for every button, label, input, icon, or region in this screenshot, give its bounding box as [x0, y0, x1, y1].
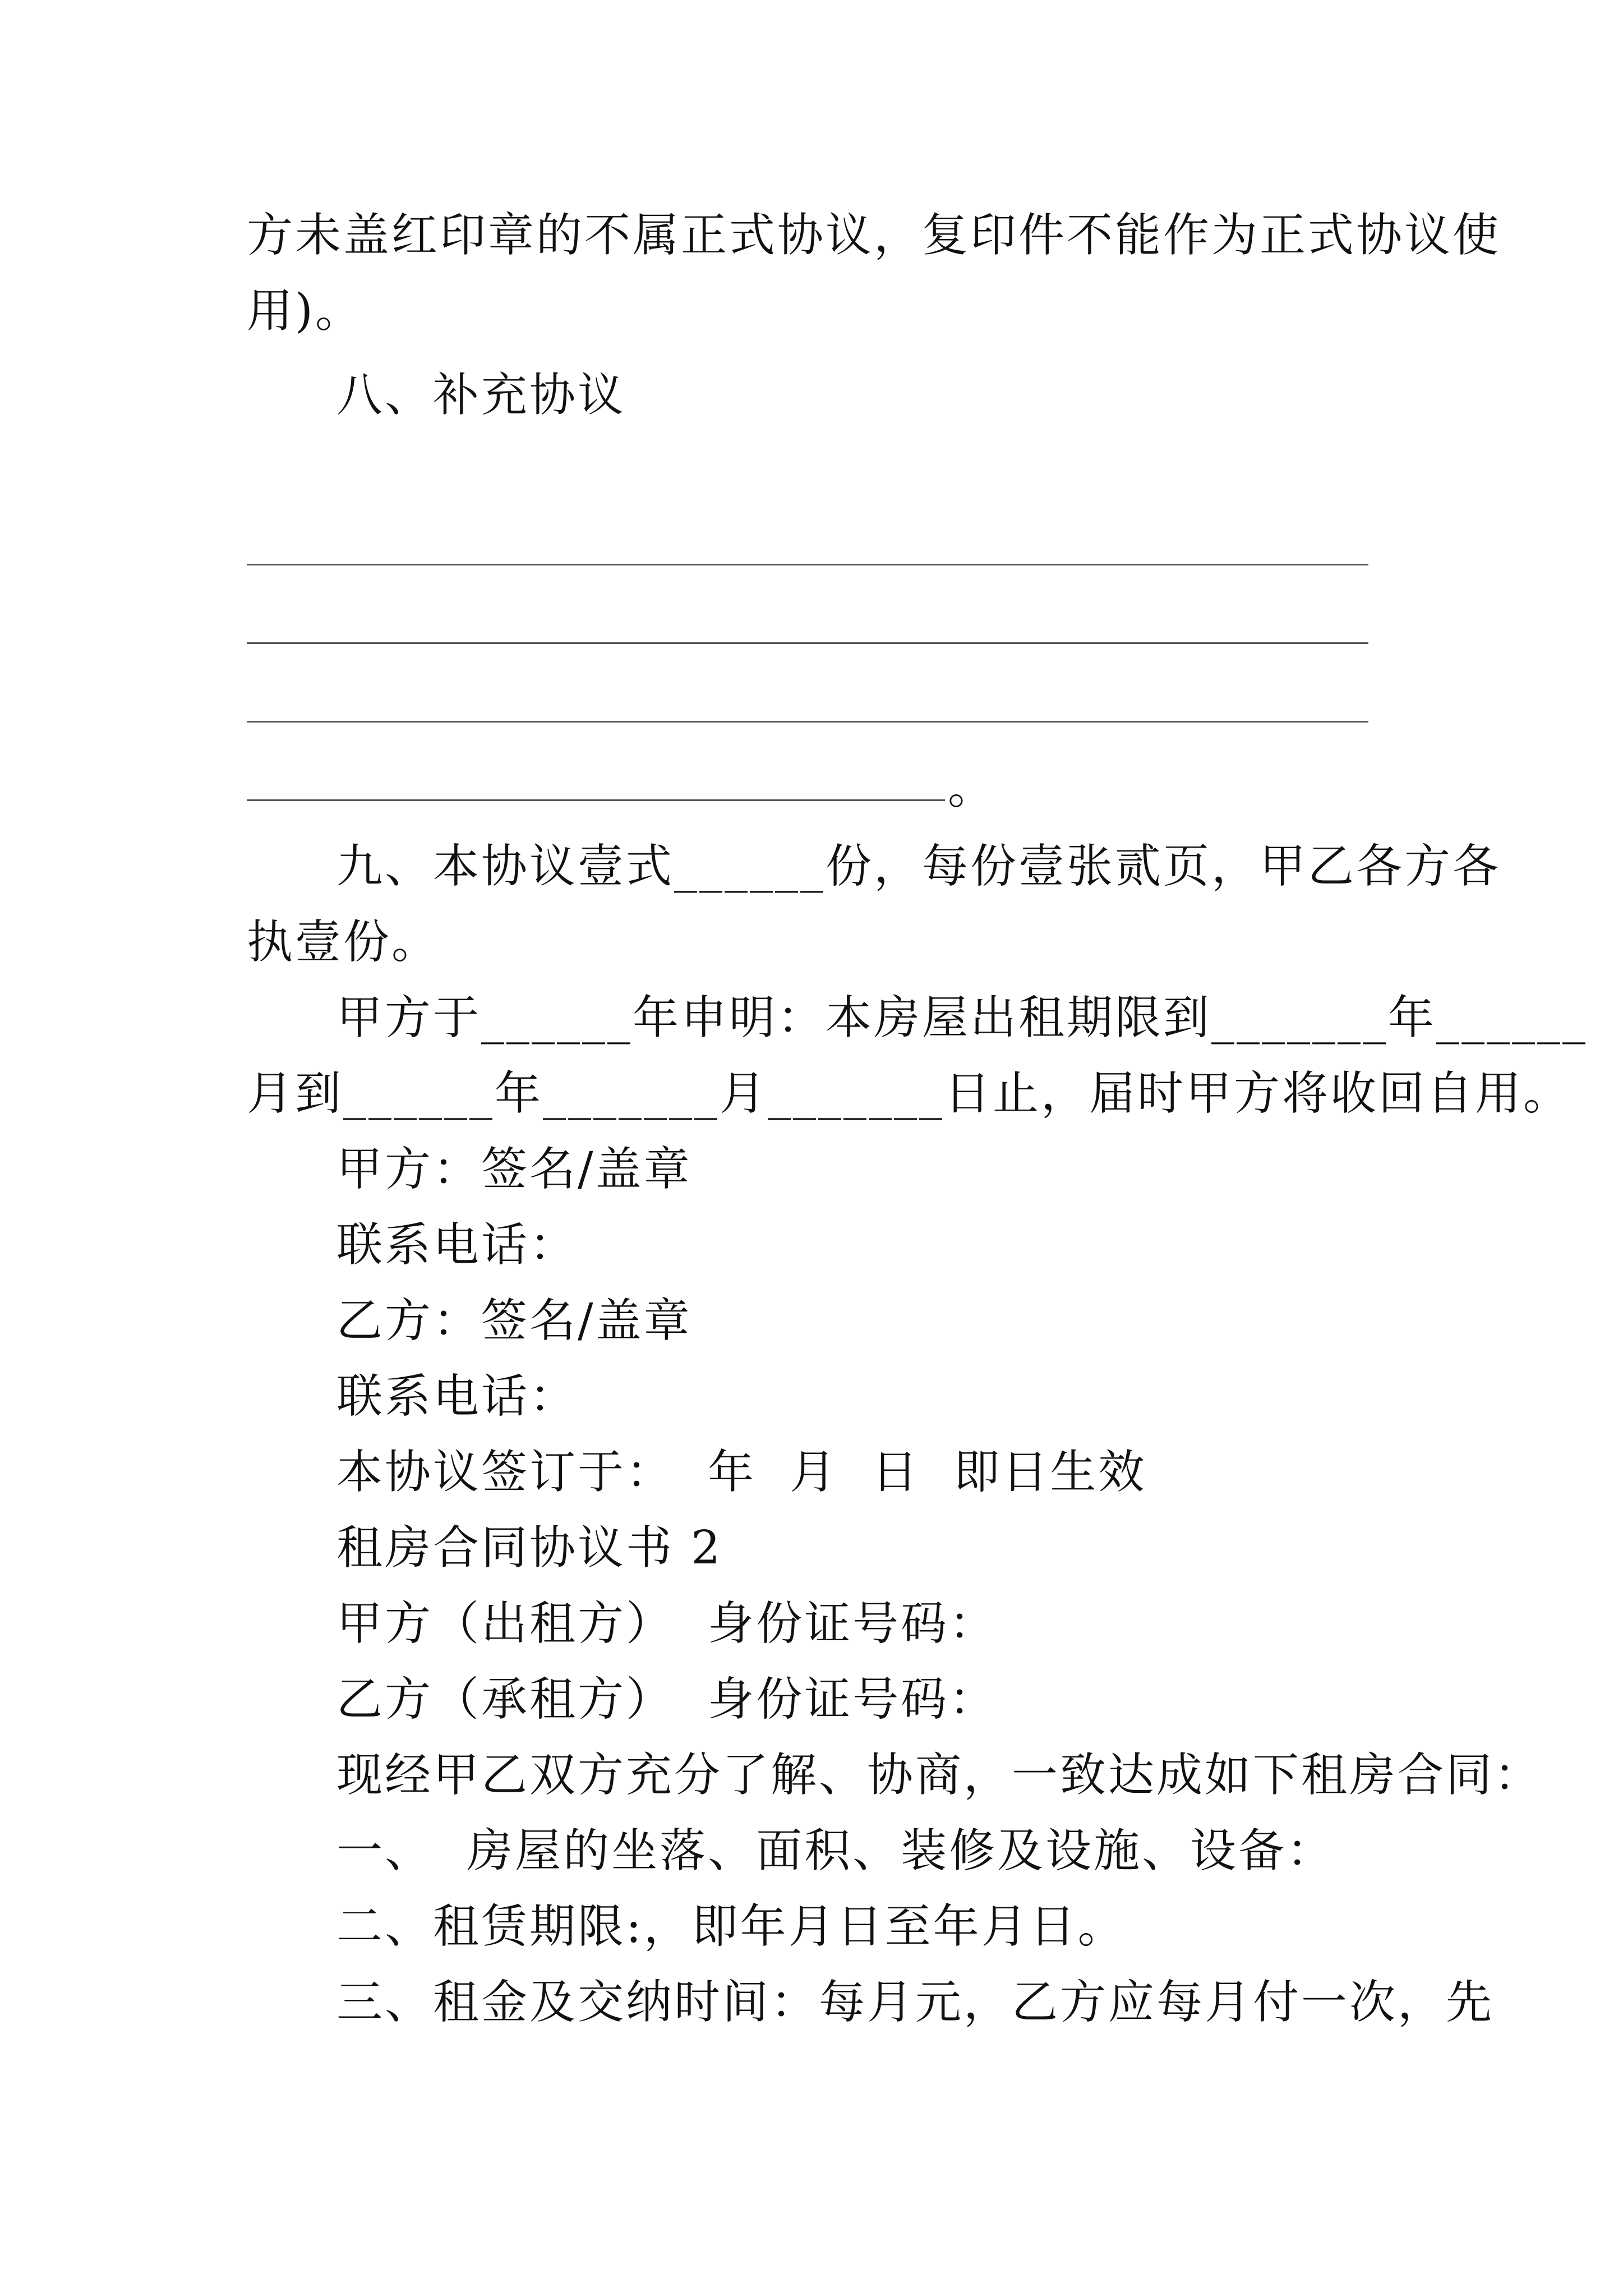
paragraph-line: 乙方（承租方） 身份证号码： [336, 1673, 998, 1726]
paragraph-line: 一、 房屋的坐落、面积、装修及设施、设备： [336, 1824, 1335, 1878]
paragraph-line: 执壹份。 [247, 915, 440, 969]
document-title: 租房合同协议书 2 [336, 1521, 723, 1575]
paragraph-line: 三、租金及交纳时间：每月元，乙方应每月付一次，先 [336, 1976, 1495, 2029]
paragraph-line: 九、本协议壹式______份，每份壹张贰页，甲乙各方各 [336, 840, 1501, 893]
paragraph-line: 现经甲乙双方充分了解、协商，一致达成如下租房合同： [336, 1749, 1543, 1802]
blank-fill-line [247, 799, 945, 801]
contact-phone-a: 联系电话： [336, 1218, 578, 1272]
paragraph-line: 二、租赁期限:，即年月日至年月日。 [336, 1900, 1126, 1953]
paragraph-line: 用)。 [247, 284, 363, 338]
signature-party-b: 乙方：签名/盖章 [336, 1294, 692, 1347]
paragraph-line: 月到______年_______月_______日止，届时甲方将收回自用。 [247, 1067, 1572, 1120]
signature-party-a: 甲方：签名/盖章 [336, 1143, 692, 1196]
blank-fill-line [247, 642, 1368, 644]
blank-fill-line [247, 721, 1368, 723]
sentence-end-mark: 。 [948, 761, 997, 815]
paragraph-line: 方未盖红印章的不属正式协议，复印件不能作为正式协议使 [247, 209, 1501, 262]
section-heading: 八、补充协议 [336, 369, 626, 422]
contact-phone-b: 联系电话： [336, 1370, 578, 1423]
paragraph-line: 甲方于______年申明：本房屋出租期限到_______年______ [336, 991, 1588, 1045]
blank-fill-line [247, 564, 1368, 565]
signing-date-line: 本协议签订于： 年 月 日 即日生效 [336, 1446, 1147, 1499]
paragraph-line: 甲方（出租方） 身份证号码： [336, 1597, 998, 1650]
